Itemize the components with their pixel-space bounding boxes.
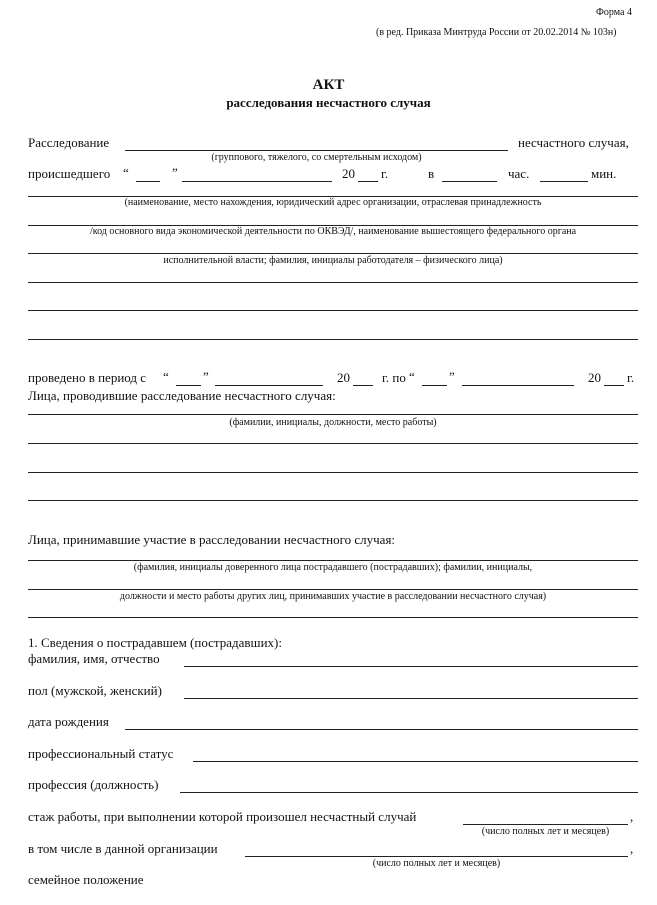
profession-label: профессия (должность): [28, 777, 159, 792]
at-label: в: [428, 166, 435, 181]
org-hint-1: (наименование, место нахождения, юридический адрес организации, отраслевая принадлежность: [124, 197, 542, 208]
period-year-suffix: г.: [627, 370, 635, 385]
sex-label: пол (мужской, женский): [28, 683, 162, 698]
full-name-field[interactable]: [184, 666, 638, 667]
status-label: профессиональный статус: [28, 746, 174, 761]
to-label: г. по: [382, 370, 406, 385]
period-quote-open-1: “: [163, 369, 169, 384]
full-name-label: фамилия, имя, отчество: [28, 651, 160, 666]
accident-type-hint: (группового, тяжелого, со смертельным исходом): [211, 152, 422, 163]
minutes-label: мин.: [591, 166, 617, 181]
participants-hint-2: должности и место работы других лиц, принимавших участие в расследовании несчастного случая): [119, 591, 547, 602]
end-month-field[interactable]: [462, 385, 574, 386]
occurred-label: происшедшего: [28, 166, 111, 181]
conducted-label: проведено в период с: [28, 370, 147, 385]
org-hint-3: исполнительной власти; фамилия, инициалы работодателя – физического лица): [163, 255, 503, 266]
org-line-3[interactable]: [28, 253, 638, 254]
year-suffix: г.: [381, 166, 389, 181]
status-field[interactable]: [193, 761, 638, 762]
investigators-line-2[interactable]: [28, 443, 638, 444]
org-experience-punct: ,: [630, 841, 634, 856]
org-experience-field[interactable]: [245, 856, 628, 857]
period-quote-close-1: ”: [203, 369, 209, 384]
experience-punct: ,: [630, 809, 634, 824]
birth-date-field[interactable]: [125, 729, 638, 730]
investigators-line-4[interactable]: [28, 500, 638, 501]
org-line-4[interactable]: [28, 282, 638, 283]
victim-section-title: 1. Сведения о пострадавшем (пострадавших):: [28, 635, 282, 650]
start-day-field[interactable]: [176, 385, 201, 386]
sex-field[interactable]: [184, 698, 638, 699]
month-field[interactable]: [182, 181, 332, 182]
end-day-field[interactable]: [422, 385, 447, 386]
org-line-5[interactable]: [28, 310, 638, 311]
family-label: семейное положение: [28, 872, 144, 887]
period-year-prefix-2: 20: [588, 370, 601, 385]
year-prefix: 20: [342, 166, 355, 181]
period-year-prefix-1: 20: [337, 370, 350, 385]
experience-field[interactable]: [463, 824, 628, 825]
accident-suffix: несчастного случая,: [518, 135, 629, 150]
page-title: АКТ: [312, 77, 345, 93]
investigators-line-3[interactable]: [28, 472, 638, 473]
org-experience-hint: (число полных лет и месяцев): [372, 858, 501, 869]
accident-type-field[interactable]: [125, 150, 508, 151]
participants-hint-1: (фамилия, инициалы доверенного лица пострадавшего (пострадавших); фамилии, инициалы,: [133, 562, 533, 573]
quote-open: “: [123, 165, 129, 180]
experience-label: стаж работы, при выполнении которой произошел несчастный случай: [28, 809, 417, 824]
hours-label: час.: [508, 166, 530, 181]
form-number: Форма 4: [596, 7, 632, 18]
org-hint-2: /код основного вида экономической деятельности по ОКВЭД/, наименование вышестоящего федерального органа: [89, 226, 577, 237]
participants-line-1[interactable]: [28, 560, 638, 561]
participants-line-2[interactable]: [28, 589, 638, 590]
investigation-label: Расследование: [28, 135, 110, 150]
participants-label: Лица, принимавшие участие в расследовании несчастного случая:: [28, 532, 396, 547]
experience-hint: (число полных лет и месяцев): [481, 826, 610, 837]
minutes-field[interactable]: [540, 181, 588, 182]
page-subtitle: расследования несчастного случая: [226, 95, 431, 110]
start-month-field[interactable]: [215, 385, 323, 386]
year-field[interactable]: [358, 181, 378, 182]
hours-field[interactable]: [442, 181, 497, 182]
period-quote-close-2: ”: [449, 369, 455, 384]
birth-date-label: дата рождения: [28, 714, 109, 729]
investigators-label: Лица, проводившие расследование несчастного случая:: [28, 388, 336, 403]
org-line-6[interactable]: [28, 339, 638, 340]
investigators-line-1[interactable]: [28, 414, 638, 415]
org-experience-label: в том числе в данной организации: [28, 841, 218, 856]
edition-note: (в ред. Приказа Минтруда России от 20.02.2014 № 103н): [376, 27, 617, 38]
investigators-hint: (фамилии, инициалы, должности, место работы): [229, 417, 437, 428]
start-year-field[interactable]: [353, 385, 373, 386]
period-quote-open-2: “: [409, 369, 415, 384]
quote-close: ”: [172, 165, 178, 180]
day-field[interactable]: [136, 181, 160, 182]
end-year-field[interactable]: [604, 385, 624, 386]
participants-line-3[interactable]: [28, 617, 638, 618]
profession-field[interactable]: [180, 792, 638, 793]
